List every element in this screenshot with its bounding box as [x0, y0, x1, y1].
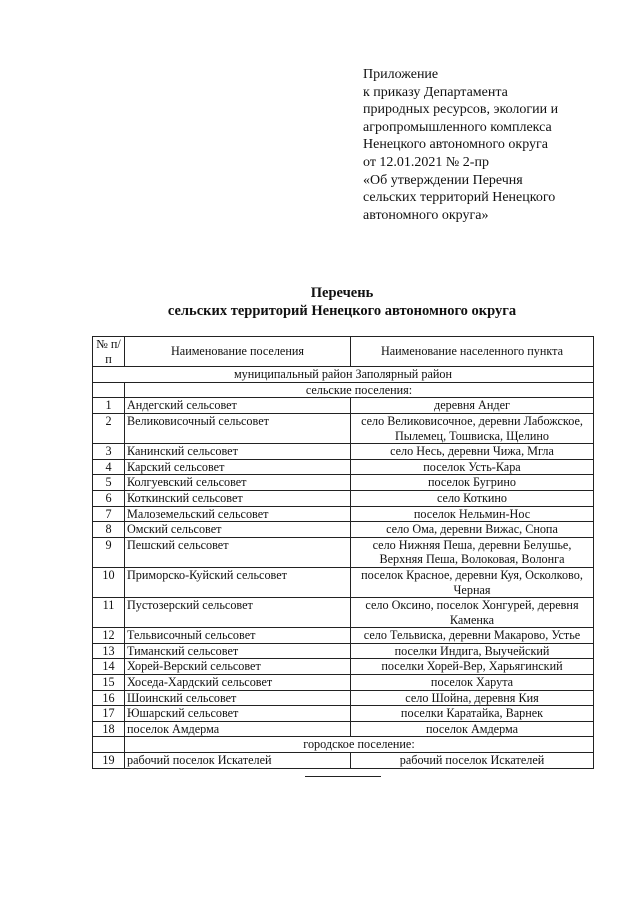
settlement-name: Приморско-Куйский сельсовет — [125, 567, 351, 597]
appendix-block — [363, 66, 613, 224]
table-row — [93, 490, 594, 506]
locality-name: рабочий поселок Искателей — [351, 753, 594, 769]
table-row — [93, 413, 594, 443]
row-number: 1 — [93, 398, 125, 414]
locality-name: село Нижняя Пеша, деревни Белушье, Верхняя Пеша, Волоковая, Волонга — [351, 537, 594, 567]
row-number: 8 — [93, 522, 125, 538]
section-row — [93, 382, 594, 398]
locality-name: поселки Каратайка, Варнек — [351, 706, 594, 722]
settlement-name: Канинский сельсовет — [125, 444, 351, 460]
appendix-line: от 12.01.2021 № 2-пр — [363, 154, 489, 170]
settlement-name: Коткинский сельсовет — [125, 490, 351, 506]
table-row — [93, 706, 594, 722]
table-row — [93, 567, 594, 597]
settlement-name: поселок Амдерма — [125, 721, 351, 737]
section-row — [93, 737, 594, 753]
header-settlement: Наименование поселения — [125, 337, 351, 367]
settlement-name: Малоземельский сельсовет — [125, 506, 351, 522]
locality-name: поселки Хорей-Вер, Харьягинский — [351, 659, 594, 675]
locality-name: поселок Харута — [351, 675, 594, 691]
settlement-name: Карский сельсовет — [125, 459, 351, 475]
row-number: 13 — [93, 643, 125, 659]
closing-rule — [305, 776, 381, 777]
settlement-name: Хоседа-Хардский сельсовет — [125, 675, 351, 691]
appendix-line: к приказу Департамента — [363, 84, 508, 100]
table-row — [93, 475, 594, 491]
locality-name: поселок Бугрино — [351, 475, 594, 491]
appendix-line: агропромышленного комплекса — [363, 119, 552, 135]
settlement-name: Пешский сельсовет — [125, 537, 351, 567]
row-number: 14 — [93, 659, 125, 675]
table-row — [93, 643, 594, 659]
table-header-row — [93, 337, 594, 367]
appendix-line: Приложение — [363, 67, 439, 82]
district-label: муниципальный район Заполярный район — [93, 367, 594, 383]
row-number: 9 — [93, 537, 125, 567]
row-number: 19 — [93, 753, 125, 769]
table-row — [93, 506, 594, 522]
settlement-name: Хорей-Верский сельсовет — [125, 659, 351, 675]
locality-name: село Ома, деревни Вижас, Снопа — [351, 522, 594, 538]
appendix-line: «Об утверждении Перечня — [363, 172, 523, 188]
table-row — [93, 522, 594, 538]
settlement-name: Пустозерский сельсовет — [125, 598, 351, 628]
locality-name: село Тельвиска, деревни Макарово, Устье — [351, 628, 594, 644]
appendix-line: природных ресурсов, экологии и — [363, 102, 559, 118]
row-number: 17 — [93, 706, 125, 722]
header-locality: Наименование населенного пункта — [351, 337, 594, 367]
row-number: 7 — [93, 506, 125, 522]
locality-name: село Коткино — [351, 490, 594, 506]
row-number: 10 — [93, 567, 125, 597]
locality-name: поселок Амдерма — [351, 721, 594, 737]
table-row — [93, 690, 594, 706]
table-row — [93, 598, 594, 628]
appendix-line: сельских территорий Ненецкого — [363, 190, 556, 206]
table-row — [93, 721, 594, 737]
table-row — [93, 398, 594, 414]
row-number: 6 — [93, 490, 125, 506]
table-row — [93, 675, 594, 691]
settlement-name: Шоинский сельсовет — [125, 690, 351, 706]
settlement-name: Тиманский сельсовет — [125, 643, 351, 659]
table-row — [93, 459, 594, 475]
settlement-name: Тельвисочный сельсовет — [125, 628, 351, 644]
locality-name: поселок Красное, деревни Куя, Осколково, Черная — [351, 567, 594, 597]
header-num: № п/п — [93, 337, 125, 367]
row-number: 18 — [93, 721, 125, 737]
locality-name: село Несь, деревни Чижа, Мгла — [351, 444, 594, 460]
document-title: Перечень — [310, 285, 374, 301]
row-number: 11 — [93, 598, 125, 628]
locality-name: поселок Нельмин-Нос — [351, 506, 594, 522]
settlement-name: рабочий поселок Искателей — [125, 753, 351, 769]
table-row — [93, 753, 594, 769]
table-row — [93, 659, 594, 675]
locality-name: село Великовисочное, деревни Лабожское, Пылемец, Тошвиска, Щелино — [351, 413, 594, 443]
section-spacer — [93, 737, 125, 753]
row-number: 5 — [93, 475, 125, 491]
section-spacer — [93, 382, 125, 398]
rural-section-label: сельские поселения: — [125, 382, 594, 398]
territories-table — [92, 336, 594, 769]
locality-name: поселок Усть-Кара — [351, 459, 594, 475]
table-row — [93, 628, 594, 644]
district-row — [93, 367, 594, 383]
settlement-name: Великовисочный сельсовет — [125, 413, 351, 443]
appendix-line: автономного округа» — [363, 207, 489, 223]
settlement-name: Юшарский сельсовет — [125, 706, 351, 722]
settlement-name: Омский сельсовет — [125, 522, 351, 538]
settlement-name: Андегский сельсовет — [125, 398, 351, 414]
table-row — [93, 537, 594, 567]
table-row — [93, 444, 594, 460]
locality-name: село Шойна, деревня Кия — [351, 690, 594, 706]
row-number: 16 — [93, 690, 125, 706]
urban-section-label: городское поселение: — [125, 737, 594, 753]
locality-name: село Оксино, поселок Хонгурей, деревня Каменка — [351, 598, 594, 628]
appendix-line: Ненецкого автономного округа — [363, 137, 548, 153]
row-number: 4 — [93, 459, 125, 475]
row-number: 12 — [93, 628, 125, 644]
locality-name: деревня Андег — [351, 398, 594, 414]
settlement-name: Колгуевский сельсовет — [125, 475, 351, 491]
row-number: 2 — [93, 413, 125, 443]
row-number: 3 — [93, 444, 125, 460]
locality-name: поселки Индига, Выучейский — [351, 643, 594, 659]
document-subtitle: сельских территорий Ненецкого автономного округа — [167, 303, 517, 319]
row-number: 15 — [93, 675, 125, 691]
